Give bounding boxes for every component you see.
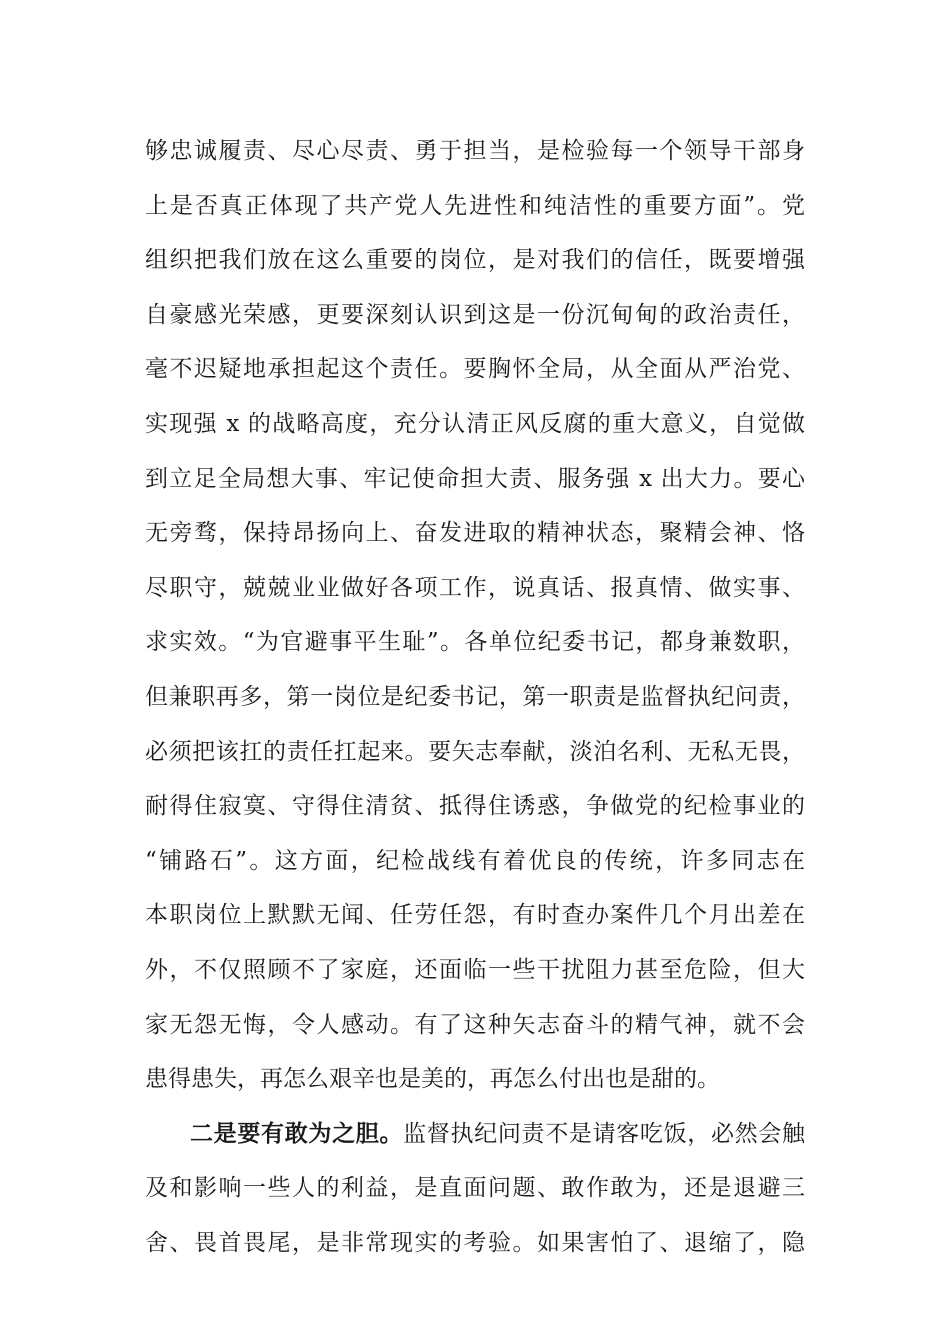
paragraph-1-line-1: 够忠诚履责、尽心尽责、勇于担当，是检验每一个领导干部身: [145, 138, 805, 164]
paragraph-1-line-16: 外，不仅照顾不了家庭，还面临一些干扰阻力甚至危险，但大: [145, 957, 805, 983]
paragraph-1-line-2: 上是否真正体现了共产党人先进性和纯洁性的重要方面”。党: [145, 193, 805, 219]
paragraph-1-line-18: 患得患失，再怎么艰辛也是美的，再怎么付出也是甜的。: [145, 1066, 720, 1092]
paragraph-1-line-17: 家无怨无悔，令人感动。有了这种矢志奋斗的精气神，就不会: [145, 1012, 805, 1038]
paragraph-1-line-4: 自豪感光荣感，更要深刻认识到这是一份沉甸甸的政治责任，: [145, 302, 805, 328]
paragraph-1-line-5: 毫不迟疑地承担起这个责任。要胸怀全局，从全面从严治党、: [145, 356, 805, 382]
paragraph-1-line-3: 组织把我们放在这么重要的岗位，是对我们的信任，既要增强: [145, 247, 805, 273]
paragraph-1-line-6: 实现强 x 的战略高度，充分认清正风反腐的重大意义，自觉做: [145, 411, 805, 437]
paragraph-1-line-15: 本职岗位上默默无闻、任劳任怨，有时查办案件几个月出差在: [145, 902, 805, 928]
paragraph-2-first-line-text: 监督执纪问责不是请客吃饭，必然会触: [403, 1121, 806, 1147]
paragraph-1-line-9: 尽职守，兢兢业业做好各项工作，说真话、报真情、做实事、: [145, 575, 805, 601]
paragraph-1-line-8: 无旁骛，保持昂扬向上、奋发进取的精神状态，聚精会神、恪: [145, 520, 805, 546]
paragraph-1-line-13: 耐得住寂寞、守得住清贫、抵得住诱惑，争做党的纪检事业的: [145, 793, 805, 819]
paragraph-2-line-3: 舍、畏首畏尾，是非常现实的考验。如果害怕了、退缩了，隐: [145, 1230, 805, 1256]
paragraph-2-heading: 二是要有敢为之胆。: [190, 1120, 404, 1147]
paragraph-2-line-2: 及和影响一些人的利益，是直面问题、敢作敢为，还是退避三: [145, 1175, 805, 1201]
paragraph-1-line-7: 到立足全局想大事、牢记使命担大责、服务强 x 出大力。要心: [145, 466, 805, 492]
paragraph-1-line-14: “铺路石”。这方面，纪检战线有着优良的传统，许多同志在: [145, 848, 805, 874]
paragraph-1-line-11: 但兼职再多，第一岗位是纪委书记，第一职责是监督执纪问责，: [145, 684, 805, 710]
paragraph-1-line-12: 必须把该扛的责任扛起来。要矢志奉献，淡泊名利、无私无畏，: [145, 739, 805, 765]
paragraph-1-line-10: 求实效。“为官避事平生耻”。各单位纪委书记，都身兼数职，: [145, 629, 805, 655]
paragraph-2-line-1: [190, 1119, 805, 1149]
